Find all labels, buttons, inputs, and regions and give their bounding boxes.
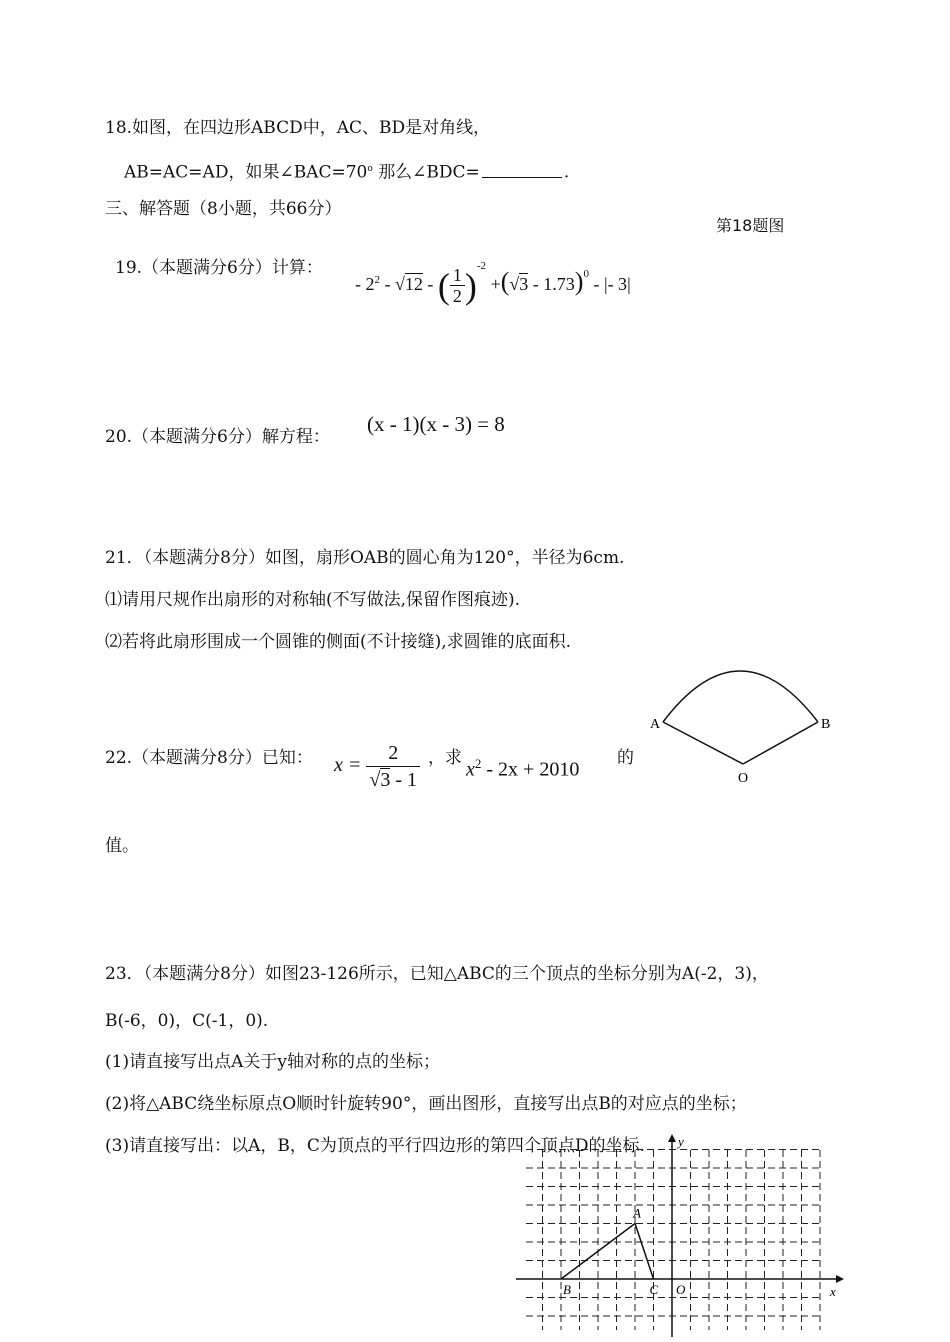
q18-line2: [124, 159, 569, 183]
triangle-abc: [561, 1224, 654, 1280]
sector-arc: [663, 671, 818, 722]
q22-x-equals: x =: [334, 754, 362, 776]
grid-lines: [526, 1150, 822, 1331]
grid-label-y: y: [678, 1134, 684, 1149]
sector-figure: [640, 660, 850, 790]
coordinate-grid-figure: [508, 1132, 848, 1337]
grid-label-x: x: [830, 1284, 836, 1299]
q19-term-e-exp: 0: [583, 268, 589, 280]
q19-expression: [355, 256, 631, 307]
abs-bar-right: |: [627, 274, 631, 294]
q22-mid-text: ，求: [428, 748, 462, 768]
sector-label-b: B: [821, 717, 831, 732]
q19-term-e: - 1.73: [532, 274, 575, 294]
q22-poly-rest: - 2x + 2010: [486, 758, 580, 781]
q18-period: .: [563, 162, 570, 183]
q19-fraction: [450, 265, 465, 306]
q18-line1: 18.如图，在四边形ABCD中，AC、BD是对角线，: [105, 118, 491, 138]
y-axis-arrow-icon: [668, 1134, 676, 1142]
q19-op-f: -: [593, 274, 600, 294]
q18-line2-text: AB=AC=AD，如果∠BAC=70: [124, 162, 368, 183]
paren-left: (: [437, 265, 450, 306]
q22-polynomial: [466, 756, 579, 782]
paren-left-2: (: [500, 267, 510, 296]
x-axis-arrow-icon: [836, 1275, 844, 1283]
q22-line2: 值。: [105, 836, 139, 856]
grid-label-o: O: [676, 1282, 686, 1297]
q18-figure-caption: 第18题图: [716, 216, 785, 235]
q19-frac-den: 2: [452, 286, 462, 307]
q23-line5: (3)请直接写出：以A，B，C为顶点的平行四边形的第四个顶点D的坐标.: [105, 1136, 645, 1156]
abs-bar-left: |: [603, 274, 608, 294]
q23-line4: (2)将△ABC绕坐标原点O顺时针旋转90°，画出图形，直接写出点B的对应点的坐标；: [105, 1094, 747, 1114]
q22-fraction: [366, 740, 420, 793]
grid-label-b: B: [563, 1282, 571, 1297]
q22-sqrt-radicand: 3: [380, 768, 391, 791]
q20-label: 20.（本题满分6分）解方程：: [105, 427, 330, 447]
q19-abs-value: - 3: [607, 274, 628, 294]
sqrt-icon: √: [509, 274, 520, 294]
q19-op-d: +: [490, 274, 501, 294]
q21-line2: ⑴请用尺规作出扇形的对称轴(不写做法,保留作图痕迹).: [105, 590, 521, 610]
q22-frac-den: [366, 767, 420, 793]
q23-line2: B(-6，0)，C(-1，0).: [105, 1011, 269, 1031]
q19-frac-num: 1: [450, 265, 465, 286]
paren-right: ): [464, 265, 477, 306]
paren-right-2: ): [574, 267, 584, 296]
q20-equation: (x - 1)(x - 3) = 8: [367, 412, 505, 436]
q22-poly-x: x: [466, 758, 475, 781]
q22-tail: 的: [617, 748, 634, 768]
q19-label: 19.（本题满分6分）计算：: [115, 258, 323, 278]
q22-den-rest: - 1: [395, 768, 418, 791]
sector-radius-oa: [663, 722, 743, 764]
q19-term-a: - 2: [355, 274, 375, 294]
sector-radius-ob: [743, 722, 818, 764]
degree-mark: o: [367, 164, 373, 174]
q22-poly-exp: 2: [474, 756, 482, 771]
q21-line1: 21．（本题满分8分）如图，扇形OAB的圆心角为120°，半径为6cm.: [105, 548, 625, 568]
q21-line3: ⑵若将此扇形围成一个圆锥的侧面(不计接缝),求圆锥的底面积.: [105, 632, 572, 652]
grid-label-c: C: [649, 1282, 659, 1297]
q19-sqrt2-radicand: 3: [519, 274, 529, 294]
sqrt-icon: √: [395, 274, 405, 294]
q23-line1: 23．（本题满分8分）如图23-126所示，已知△ABC的三个顶点的坐标分别为A(-2，3)，: [105, 964, 769, 984]
sector-label-a: A: [650, 717, 661, 732]
q19-frac-exp: -2: [476, 260, 487, 272]
q19-op-c: -: [427, 274, 434, 294]
sqrt-icon: √: [369, 768, 381, 791]
q23-line3: (1)请直接写出点A关于y轴对称的点的坐标；: [105, 1052, 440, 1072]
q22-frac-num: 2: [366, 740, 420, 767]
sector-label-o: O: [738, 771, 749, 786]
q18-line2b-text: 那么∠BDC=: [378, 162, 480, 183]
q22-label: 22.（本题满分8分）已知：: [105, 748, 313, 768]
q18-answer-blank[interactable]: [482, 161, 562, 178]
grid-label-a: A: [633, 1205, 641, 1221]
q19-op-b: -: [384, 274, 391, 294]
q19-sqrt-radicand: 12: [404, 274, 423, 294]
q22-expression: [334, 737, 420, 793]
q19-term-a-exp: 2: [374, 274, 380, 286]
section-three-heading: 三、解答题（8小题，共66分）: [105, 199, 342, 219]
